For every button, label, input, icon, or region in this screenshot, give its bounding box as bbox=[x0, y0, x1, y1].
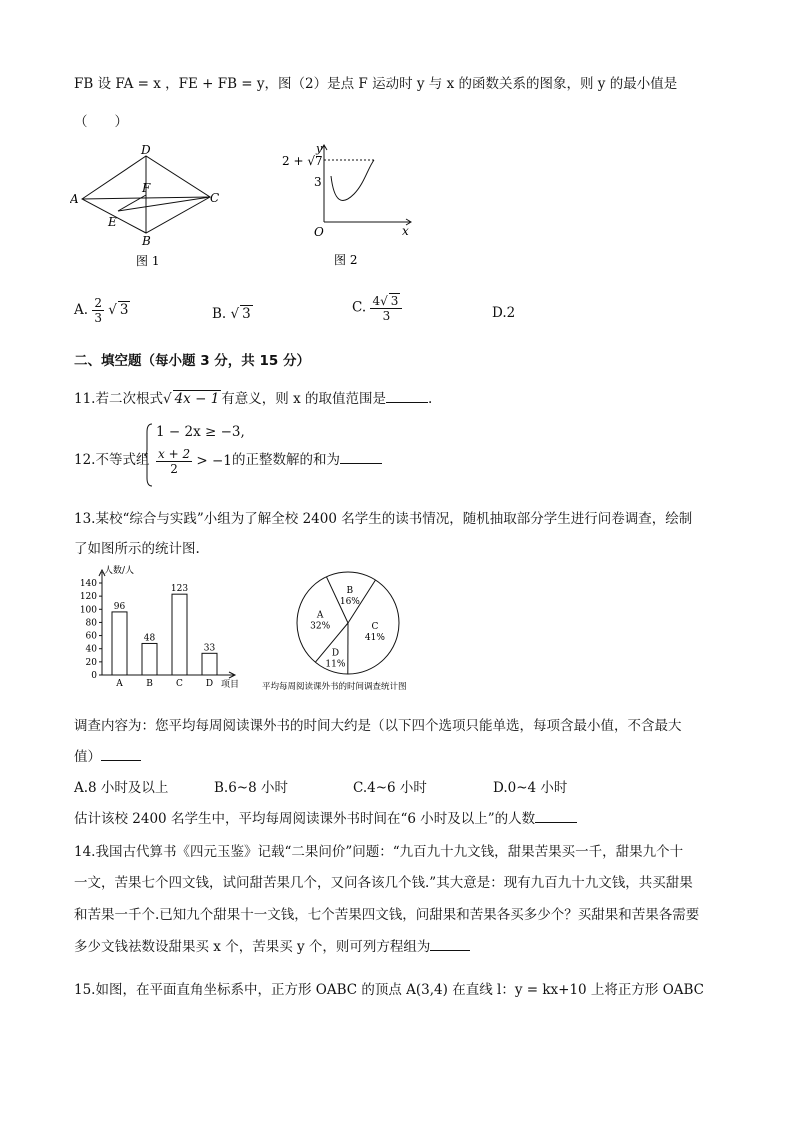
q12-prefix: 12.不等式组 bbox=[74, 452, 150, 468]
bar-chart bbox=[78, 560, 250, 692]
q10-option-c-fraction bbox=[370, 293, 402, 323]
q13-line2: 了如图所示的统计图. bbox=[74, 541, 200, 557]
fig1-label-E: E bbox=[108, 215, 117, 229]
q10-option-d[interactable]: D.2 bbox=[492, 305, 516, 321]
q11-answer-blank[interactable] bbox=[386, 390, 428, 403]
bar-value-label: 33 bbox=[203, 643, 216, 654]
bar-chart-ytick-label: 100 bbox=[79, 605, 97, 616]
fig1-label-B: B bbox=[142, 234, 151, 248]
q14-line4: 多少文钱祛数设甜果买 x 个，苦果买 y 个，则可列方程组为 bbox=[74, 939, 431, 955]
q11-suffix: 有意义，则 x 的取值范围是 bbox=[221, 391, 386, 407]
q10-line1: FB 设 FA = x ，FE + FB = y，图（2）是点 F 运动时 y 与 x 的函数关系的图象，则 y 的最小值是 bbox=[74, 76, 678, 92]
pie-percent-A: 32% bbox=[310, 621, 331, 632]
q15-line1: 15.如图，在平面直角坐标系中，正方形 OABC 的顶点 A(3,4) 在直线 l：y = kx+10 上将正方形 OABC bbox=[74, 982, 705, 998]
q10-option-a-den: 3 bbox=[94, 311, 102, 325]
q10-option-b-radicand: 3 bbox=[242, 306, 251, 322]
fig1-label-C: C bbox=[210, 191, 220, 205]
q14-line4-wrap bbox=[74, 935, 470, 955]
bar-category-label: D bbox=[205, 679, 214, 689]
fig2-tick-three: 3 bbox=[314, 175, 322, 189]
q10-option-c-prefix: C. bbox=[352, 299, 367, 316]
pie-label-D: D bbox=[331, 648, 340, 659]
fig2-y-axis-label: y bbox=[316, 142, 323, 155]
q14-answer-blank[interactable] bbox=[430, 938, 470, 951]
pie-chart bbox=[262, 568, 452, 698]
q13-estimate-text: 估计该校 2400 名学生中，平均每周阅读课外书时间在“6 小时及以上”的人数 bbox=[74, 811, 536, 827]
q13-survey-line1: 调查内容为：您平均每周阅读课外书的时间大约是（以下四个选项只能单选，每项含最小值，不含最大 bbox=[74, 718, 682, 734]
pie-percent-D: 11% bbox=[325, 659, 346, 670]
bar-chart-ytick-label: 140 bbox=[79, 579, 97, 589]
bar-category-label: C bbox=[176, 679, 183, 689]
bar-category-label: A bbox=[116, 679, 123, 689]
q11-line bbox=[74, 387, 432, 407]
q10-option-c-root-sign: √ bbox=[380, 294, 388, 308]
bar-chart-xlabel: 项目 bbox=[221, 680, 240, 690]
q10-option-c-num-radicand: 3 bbox=[390, 294, 399, 308]
q12-answer-blank[interactable] bbox=[340, 451, 382, 464]
fig2-x-axis-label: x bbox=[402, 224, 409, 238]
q12-row1: 1 − 2x ≥ −3, bbox=[156, 424, 245, 440]
q10-option-c-num bbox=[370, 293, 402, 309]
q10-option-a-root-sign: √ bbox=[108, 302, 117, 318]
fig1-label-A: A bbox=[70, 192, 79, 206]
q12-suffix: 的正整数解的和为 bbox=[232, 452, 340, 468]
q13-survey-line2 bbox=[74, 745, 141, 765]
bar-value-label: 96 bbox=[113, 601, 126, 612]
bar-chart-ytick-label: 0 bbox=[91, 671, 97, 681]
bar-B bbox=[142, 643, 157, 675]
q10-option-a-prefix: A. bbox=[74, 302, 89, 318]
q10-option-b-root-sign: √ bbox=[230, 306, 240, 322]
figure-2 bbox=[278, 140, 413, 270]
bar-chart-ytick-label: 120 bbox=[79, 592, 97, 603]
q10-option-c-den: 3 bbox=[382, 309, 391, 323]
q13-option-c[interactable]: C.4~6 小时 bbox=[353, 780, 427, 796]
q12-row2 bbox=[156, 447, 232, 476]
q10-option-a[interactable] bbox=[74, 296, 130, 325]
bar-chart-ytick-label: 80 bbox=[85, 618, 97, 629]
bar-chart-ytick-label: 40 bbox=[85, 644, 97, 655]
bar-value-label: 123 bbox=[170, 584, 189, 595]
q12-row2-rest: > −1 bbox=[196, 453, 232, 469]
section-2-title: 二、填空题（每小题 3 分，共 15 分） bbox=[74, 353, 310, 369]
q13-estimate-blank[interactable] bbox=[535, 810, 577, 823]
fig1-caption: 图 1 bbox=[136, 254, 160, 268]
q10-option-a-radicand: 3 bbox=[119, 302, 129, 318]
fig1-label-F: F bbox=[142, 181, 151, 195]
bar-value-label: 48 bbox=[143, 633, 156, 644]
bar-chart-ytick-label: 60 bbox=[85, 631, 97, 642]
pie-chart-title: 平均每周阅读课外书的时间调查统计图 bbox=[262, 682, 407, 692]
q13-option-d[interactable]: D.0~4 小时 bbox=[493, 780, 568, 796]
q13-survey-answer-blank[interactable] bbox=[101, 748, 141, 761]
fig1-label-D: D bbox=[141, 145, 151, 157]
pie-percent-B: 16% bbox=[339, 597, 360, 608]
q10-option-a-fraction bbox=[92, 296, 104, 325]
bar-chart-ytick-label: 20 bbox=[85, 657, 97, 668]
q10-option-c-num-coef: 4 bbox=[372, 294, 381, 308]
q10-option-b-prefix: B. bbox=[212, 306, 227, 322]
q12-row2-num: x + 2 bbox=[158, 447, 191, 461]
q14-line3: 和苦果一千个.已知九个甜果十一文钱，七个苦果四文钱，问甜果和苦果各买多少个？买甜果和苦果各需要 bbox=[74, 907, 700, 923]
q13-option-a[interactable]: A.8 小时及以上 bbox=[74, 780, 169, 796]
q13-estimate-line bbox=[74, 807, 577, 827]
bar-C bbox=[172, 594, 187, 675]
bar-category-label: B bbox=[146, 679, 153, 689]
q13-survey-line2-text: 值） bbox=[74, 749, 101, 765]
q13-line1: 13.某校“综合与实践”小组为了解全校 2400 名学生的读书情况，随机抽取部分学生进行问卷调查，绘制 bbox=[74, 511, 693, 527]
q11-radicand: 4x − 1 bbox=[174, 391, 220, 407]
q12-row2-den: 2 bbox=[170, 462, 178, 476]
q10-answer-paren: （ ） bbox=[74, 114, 128, 130]
fig2-origin: O bbox=[314, 225, 324, 239]
pie-label-A: A bbox=[316, 610, 324, 621]
q10-option-c[interactable] bbox=[352, 293, 402, 323]
fig2-caption: 图 2 bbox=[334, 253, 358, 267]
q10-option-b[interactable] bbox=[212, 305, 253, 322]
q12-suffix-line bbox=[232, 448, 382, 468]
figure-1 bbox=[70, 145, 230, 270]
pie-percent-C: 41% bbox=[364, 632, 385, 643]
pie-label-C: C bbox=[371, 621, 379, 632]
pie-label-B: B bbox=[346, 586, 354, 597]
q13-option-b[interactable]: B.6~8 小时 bbox=[214, 780, 288, 796]
fig2-tick-top: 2 + √7 bbox=[282, 154, 323, 168]
q14-line1: 14.我国古代算书《四元玉鉴》记载“二果问价”问题：“九百九十九文钱，甜果苦果买一千，甜果九个十 bbox=[74, 844, 684, 860]
bar-D bbox=[202, 653, 217, 675]
bar-chart-ylabel: 人数/人 bbox=[104, 566, 135, 576]
q12-brace bbox=[144, 422, 154, 488]
q11-prefix: 11.若二次根式 bbox=[74, 391, 163, 407]
q10-option-a-num: 2 bbox=[94, 296, 102, 310]
q14-line2: 一文，苦果七个四文钱，试问甜苦果几个，又问各该几个钱.”其大意是：现有九百九十九文钱，共买甜果 bbox=[74, 875, 693, 891]
q11-root-sign: √ bbox=[162, 391, 172, 407]
bar-A bbox=[112, 612, 127, 675]
q11-end: . bbox=[427, 391, 433, 407]
q12-row2-fraction bbox=[156, 447, 192, 476]
